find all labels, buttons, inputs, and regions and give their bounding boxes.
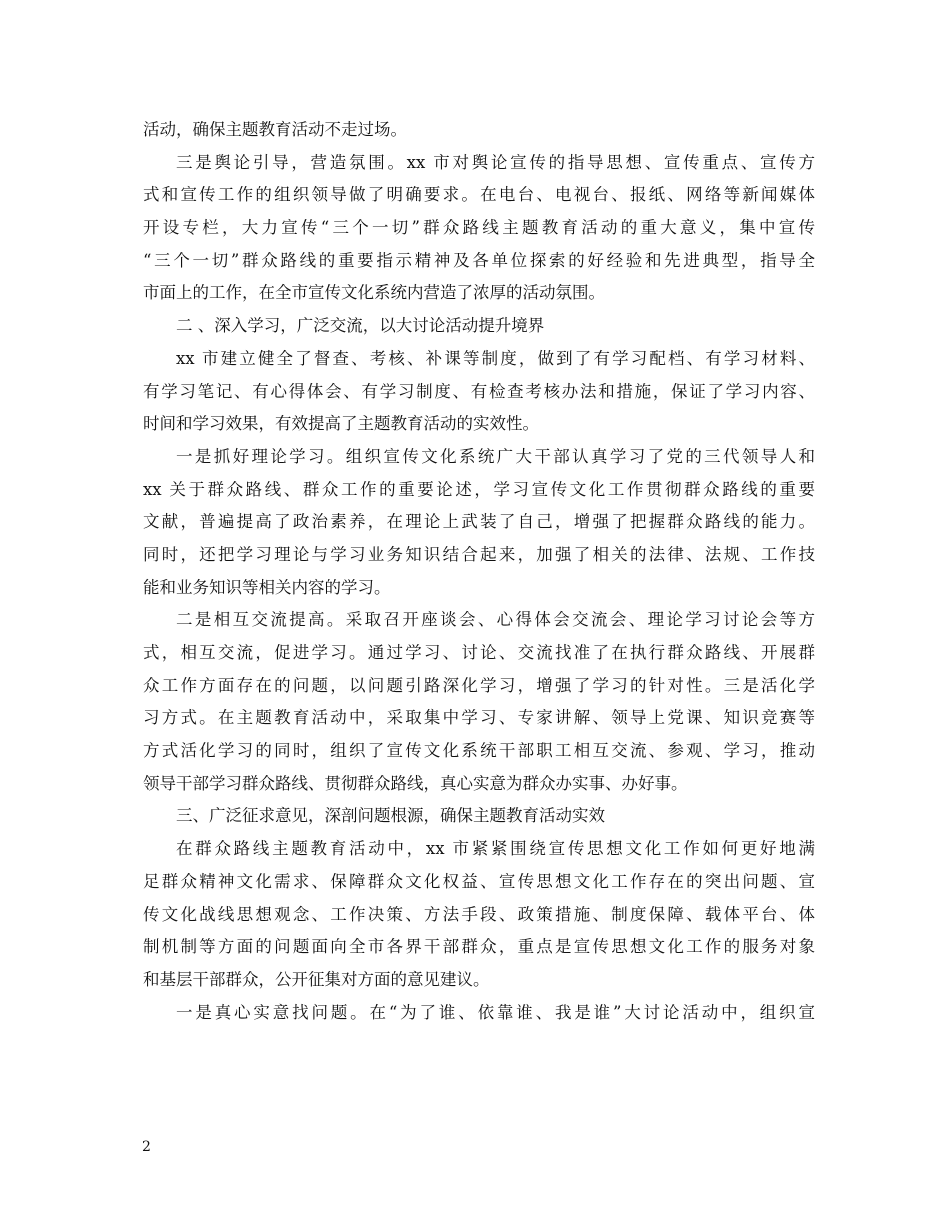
text-line: xx 关于群众路线、群众工作的重要论述，学习宣传文化工作贯彻群众路线的重要	[143, 479, 815, 499]
text-line: 式，相互交流，促进学习。通过学习、讨论、交流找准了在执行群众路线、开展群	[143, 643, 815, 662]
text-line: 能和业务知识等相关内容的学习。	[143, 577, 391, 597]
text-line: 三是舆论引导，营造氛围。xx 市对舆论宣传的指导思想、宣传重点、宣传方	[176, 152, 815, 172]
text-line: “三个一切”群众路线的重要指示精神及各单位探索的好经验和先进典型，指导全	[143, 250, 815, 270]
text-line: 有学习笔记、有心得体会、有学习制度、有检查考核办法和措施，保证了学习内容、	[143, 381, 815, 401]
text-line: 制机制等方面的问题面向全市各界干部群众，重点是宣传思想文化工作的服务对象	[143, 937, 815, 957]
text-line: 二是相互交流提高。采取召开座谈会、心得体会交流会、理论学习讨论会等方	[176, 610, 815, 630]
text-line: 众工作方面存在的问题，以问题引路深化学习，增强了学习的针对性。三是活化学	[143, 675, 815, 695]
page-number: 2	[142, 1139, 151, 1155]
text-line: 传文化战线思想观念、工作决策、方法手段、政策措施、制度保障、载体平台、体	[143, 904, 815, 924]
text-line: 和基层干部群众，公开征集对方面的意见建议。	[143, 969, 490, 989]
text-line: 足群众精神文化需求、保障群众文化权益、宣传思想文化工作存在的突出问题、宣	[143, 871, 815, 891]
text-line: 文献，普遍提高了政治素养，在理论上武装了自己，增强了把握群众路线的能力。	[143, 512, 815, 532]
text-line: 一是真心实意找问题。在“为了谁、依靠谁、我是谁”大讨论活动中，组织宣	[176, 1002, 815, 1022]
text-line: 领导干部学习群众路线、贯彻群众路线，真心实意为群众办实事、办好事。	[143, 773, 688, 793]
text-line: 市面上的工作，在全市宣传文化系统内营造了浓厚的活动氛围。	[143, 283, 605, 303]
text-line: xx 市建立健全了督查、考核、补课等制度，做到了有学习配档、有学习材料、	[176, 348, 815, 368]
text-line: 在群众路线主题教育活动中，xx 市紧紧围绕宣传思想文化工作如何更好地满	[176, 839, 815, 859]
text-line: 开设专栏，大力宣传“三个一切”群众路线主题教育活动的重大意义，集中宣传	[143, 218, 815, 238]
text-line: 三、广泛征求意见，深剖问题根源，确保主题教育活动实效	[176, 806, 605, 826]
text-line: 式和宣传工作的组织领导做了明确要求。在电台、电视台、报纸、网络等新闻媒体	[143, 185, 815, 205]
document-body	[143, 114, 815, 1029]
text-line: 二 、深入学习，广泛交流，以大讨论活动提升境界	[176, 316, 545, 336]
text-line: 一是抓好理论学习。组织宣传文化系统广大干部认真学习了党的三代领导人和	[176, 446, 815, 466]
text-line: 同时，还把学习理论与学习业务知识结合起来，加强了相关的法律、法规、工作技	[143, 544, 815, 564]
text-line: 习方式。在主题教育活动中，采取集中学习、专家讲解、领导上党课、知识竞赛等	[143, 708, 815, 728]
text-line: 方式活化学习的同时，组织了宣传文化系统干部职工相互交流、参观、学习，推动	[143, 741, 815, 761]
text-line: 活动，确保主题教育活动不走过场。	[143, 120, 407, 139]
text-line: 时间和学习效果，有效提高了主题教育活动的实效性。	[143, 414, 539, 434]
